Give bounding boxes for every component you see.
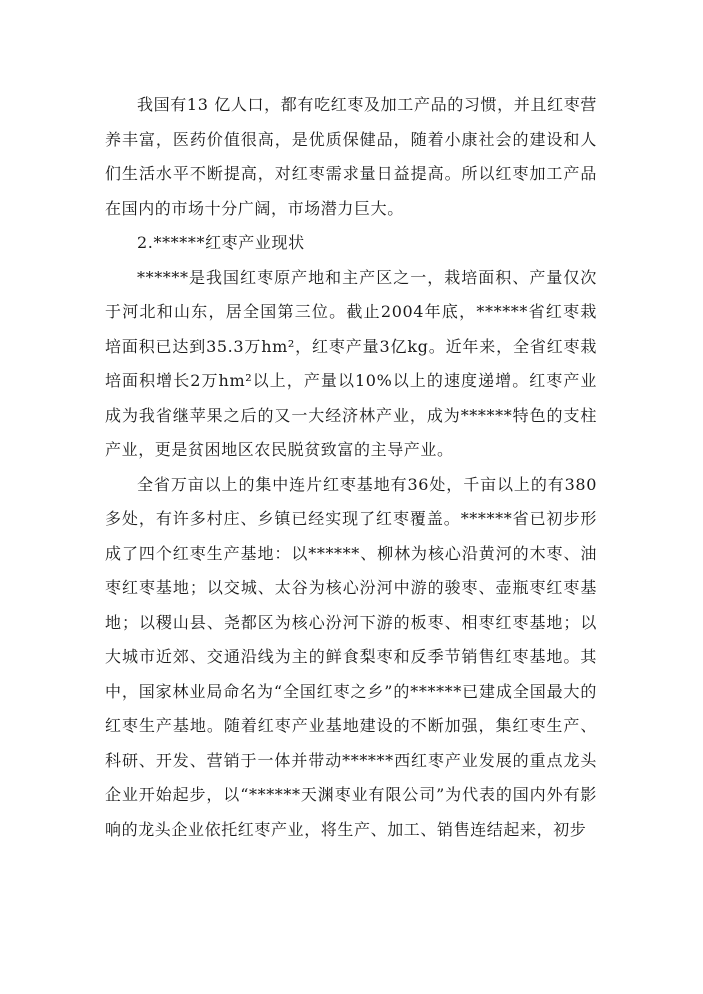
paragraph-production-bases: 全省万亩以上的集中连片红枣基地有36处，千亩以上的有380多处，有许多村庄、乡镇已经实现了红枣覆盖。******省已初步形成了四个红枣生产基地：以******、柳林为核心沿黄河的木枣、油枣红枣基地；以交城、太谷为核心汾河中游的骏枣、壶瓶枣红枣基地；以稷山县、尧都区为核心汾河下游的板枣、相枣红枣基地；以大城市近郊、交通沿线为主的鲜食梨枣和反季节销售红枣基地。其中，国家林业局命名为“全国红枣之乡”的******已建成全国最大的红枣生产基地。随着红枣产业基地建设的不断加强，集红枣生产、科研、开发、营销于一体并带动******西红枣产业发展的重点龙头企业开始起步，以“******天渊枣业有限公司”为代表的国内外有影响的龙头企业依托红枣产业，将生产、加工、销售连结起来，初步 bbox=[105, 474, 597, 839]
section-heading-industry-status: 2.******红枣产业现状 bbox=[137, 233, 305, 252]
paragraph-production-overview: ******是我国红枣原产地和主产区之一，栽培面积、产量仅次于河北和山东，居全国第三位。截止2004年底，******省红枣栽培面积已达到35.3万hm²，红枣产量3亿kg。近年来，全省红枣栽培面积增长2万hm²以上，产量以10%以上的速度递增。红枣产业成为我省继苹果之后的又一大经济林产业，成为******特色的支柱产业，更是贫困地区农民脱贫致富的主导产业。 bbox=[105, 267, 597, 459]
document-page bbox=[105, 88, 597, 847]
paragraph-market-demand: 我国有13 亿人口，都有吃红枣及加工产品的习惯，并且红枣营养丰富，医药价值很高，是优质保健品，随着小康社会的建设和人们生活水平不断提高，对红枣需求量日益提高。所以红枣加工产品在国内的市场十分广阔，市场潜力巨大。 bbox=[105, 95, 597, 218]
